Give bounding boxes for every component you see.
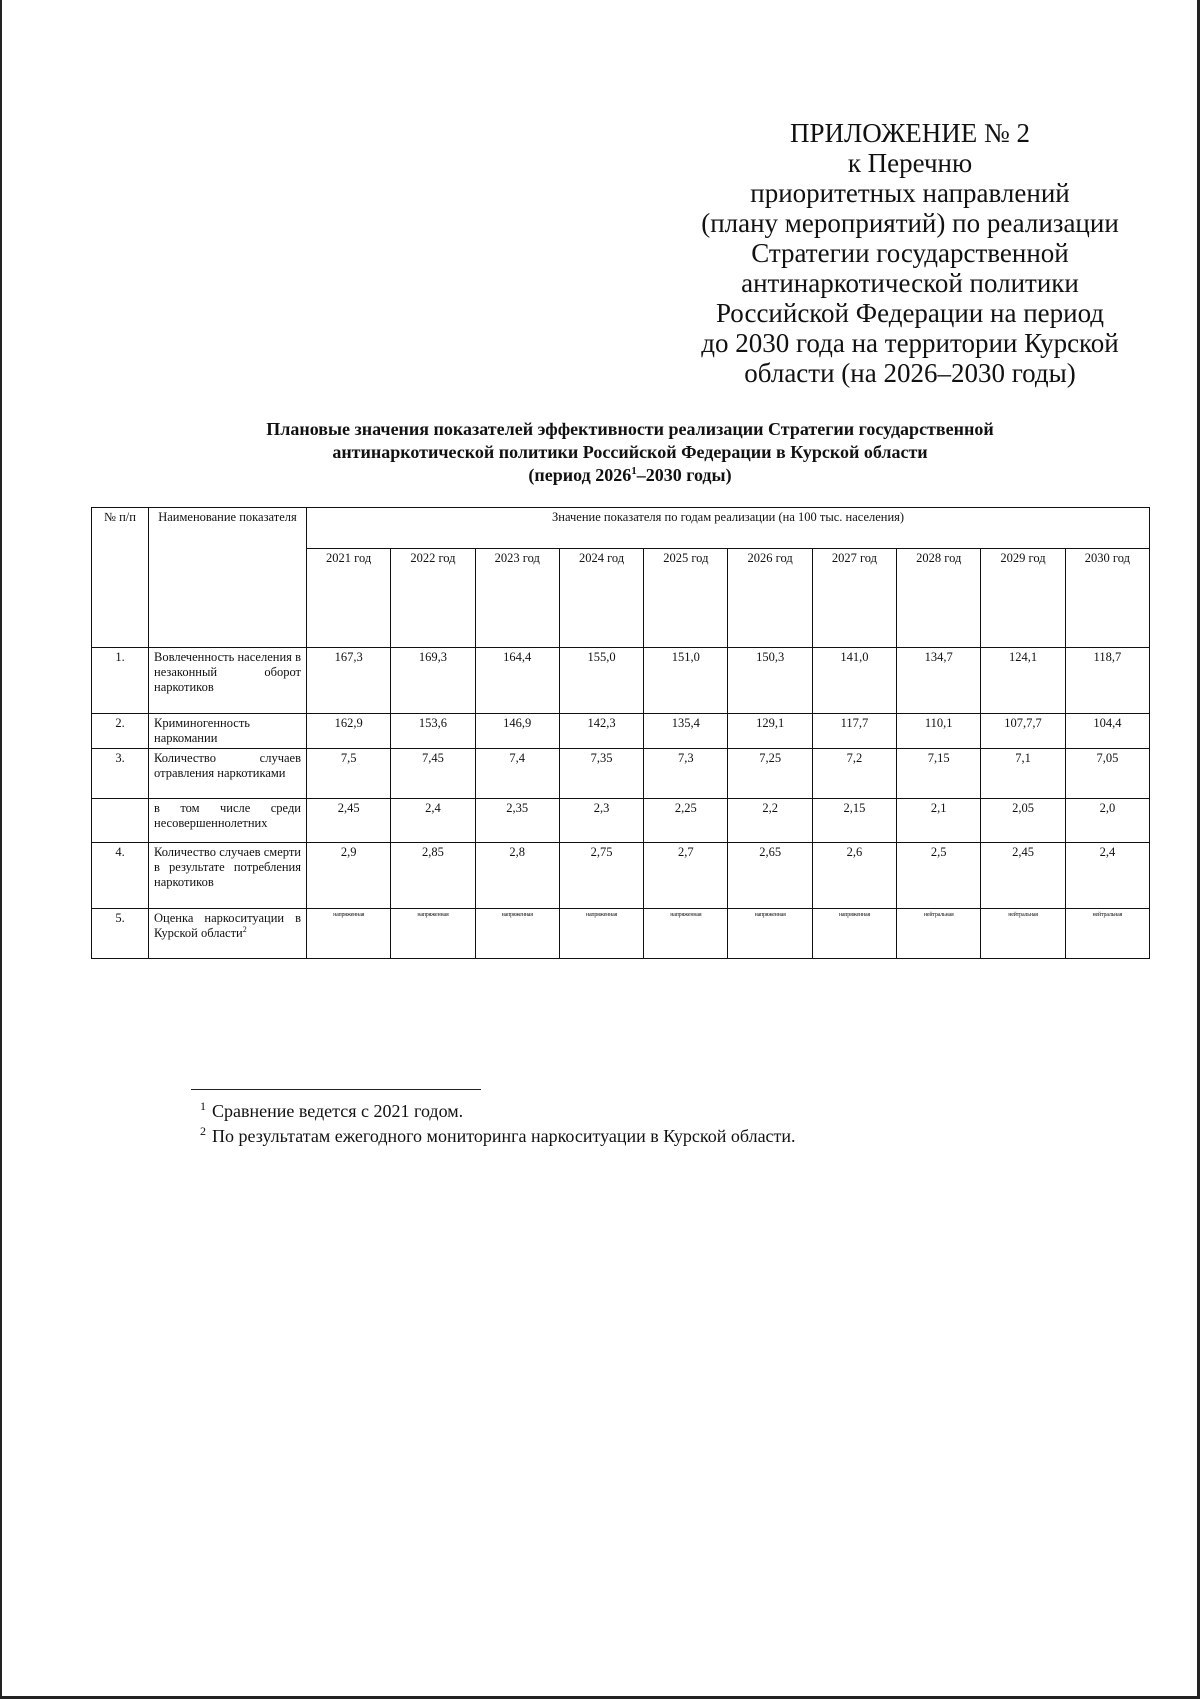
value-cell: 7,35 bbox=[559, 749, 643, 799]
value-cell: 164,4 bbox=[475, 648, 559, 714]
header-year: 2021 год bbox=[307, 549, 391, 648]
footnote-mark: 2 bbox=[200, 1124, 206, 1138]
value-cell: 104,4 bbox=[1065, 714, 1149, 749]
value-cell: 135,4 bbox=[644, 714, 728, 749]
title-line-3 bbox=[130, 464, 1130, 487]
header-year: 2023 год bbox=[475, 549, 559, 648]
value-cell: 2,85 bbox=[391, 843, 475, 909]
value-cell: 142,3 bbox=[559, 714, 643, 749]
row-number: 2. bbox=[92, 714, 149, 749]
row-number: 1. bbox=[92, 648, 149, 714]
title-line-1: Плановые значения показателей эффективности реализации Стратегии государственной bbox=[266, 419, 994, 439]
value-cell: 134,7 bbox=[897, 648, 981, 714]
value-cell: 2,75 bbox=[559, 843, 643, 909]
row-number bbox=[92, 799, 149, 843]
footnote-mark: 1 bbox=[200, 1099, 206, 1113]
value-cell: 150,3 bbox=[728, 648, 812, 714]
value-cell: 2,15 bbox=[812, 799, 896, 843]
indicator-name: Количество случаев смерти в результате потребления наркотиков bbox=[149, 843, 307, 909]
value-cell: 2,0 bbox=[1065, 799, 1149, 843]
indicator-name bbox=[149, 909, 307, 959]
appendix-line: (плану мероприятий) по реализации bbox=[701, 208, 1119, 238]
value-cell: 118,7 bbox=[1065, 648, 1149, 714]
value-cell: 2,8 bbox=[475, 843, 559, 909]
table-row bbox=[92, 909, 1150, 959]
value-cell: 146,9 bbox=[475, 714, 559, 749]
table-row bbox=[92, 749, 1150, 799]
value-cell: 124,1 bbox=[981, 648, 1065, 714]
header-year: 2022 год bbox=[391, 549, 475, 648]
value-cell: 2,9 bbox=[307, 843, 391, 909]
value-cell: 129,1 bbox=[728, 714, 812, 749]
appendix-line: до 2030 года на территории Курской bbox=[701, 328, 1119, 358]
appendix-header bbox=[640, 118, 1180, 388]
appendix-line: Стратегии государственной bbox=[751, 238, 1069, 268]
value-cell: 162,9 bbox=[307, 714, 391, 749]
indicator-name: Количество случаев отравления наркотиками bbox=[149, 749, 307, 799]
value-cell: нейтральная bbox=[1065, 909, 1149, 959]
header-year: 2030 год bbox=[1065, 549, 1149, 648]
row-number: 5. bbox=[92, 909, 149, 959]
value-cell: напряженная bbox=[728, 909, 812, 959]
header-values: Значение показателя по годам реализации (на 100 тыс. населения) bbox=[307, 508, 1150, 549]
value-cell: 167,3 bbox=[307, 648, 391, 714]
appendix-line: Российской Федерации на период bbox=[715, 298, 1105, 328]
appendix-line: области (на 2026–2030 годы) bbox=[744, 358, 1076, 388]
appendix-line: приоритетных направлений bbox=[750, 178, 1070, 208]
indicators-table bbox=[91, 507, 1150, 959]
indicator-name: Вовлеченность населения в незаконный оборот наркотиков bbox=[149, 648, 307, 714]
value-cell: 169,3 bbox=[391, 648, 475, 714]
value-cell: нейтральная bbox=[981, 909, 1065, 959]
value-cell: 7,1 bbox=[981, 749, 1065, 799]
table-row bbox=[92, 648, 1150, 714]
value-cell: напряженная bbox=[644, 909, 728, 959]
value-cell: 7,2 bbox=[812, 749, 896, 799]
value-cell: напряженная bbox=[475, 909, 559, 959]
header-year: 2029 год bbox=[981, 549, 1065, 648]
value-cell: 117,7 bbox=[812, 714, 896, 749]
value-cell: 153,6 bbox=[391, 714, 475, 749]
footnote-ref: 1 bbox=[631, 465, 637, 477]
appendix-line: ПРИЛОЖЕНИЕ № 2 bbox=[789, 118, 1031, 148]
footnotes bbox=[200, 1099, 796, 1149]
footnote-item bbox=[200, 1124, 796, 1149]
value-cell: 7,45 bbox=[391, 749, 475, 799]
value-cell: 7,25 bbox=[728, 749, 812, 799]
value-cell: 2,6 bbox=[812, 843, 896, 909]
header-year: 2028 год bbox=[897, 549, 981, 648]
value-cell: 2,5 bbox=[897, 843, 981, 909]
header-number: № п/п bbox=[92, 508, 149, 648]
value-cell: напряженная bbox=[307, 909, 391, 959]
value-cell: нейтральная bbox=[897, 909, 981, 959]
table-row bbox=[92, 799, 1150, 843]
value-cell: 2,45 bbox=[981, 843, 1065, 909]
value-cell: 2,2 bbox=[728, 799, 812, 843]
footnote-separator bbox=[191, 1089, 481, 1090]
value-cell: 2,65 bbox=[728, 843, 812, 909]
value-cell: 2,25 bbox=[644, 799, 728, 843]
value-cell: 107,7,7 bbox=[981, 714, 1065, 749]
value-cell: 2,05 bbox=[981, 799, 1065, 843]
header-year: 2027 год bbox=[812, 549, 896, 648]
appendix-line: к Перечню bbox=[847, 148, 973, 178]
title-period-start: (период 2026 bbox=[528, 465, 632, 485]
indicator-name: в том числе среди несовершеннолетних bbox=[149, 799, 307, 843]
table-row bbox=[92, 714, 1150, 749]
value-cell: 2,7 bbox=[644, 843, 728, 909]
value-cell: 110,1 bbox=[897, 714, 981, 749]
value-cell: напряженная bbox=[391, 909, 475, 959]
value-cell: 155,0 bbox=[559, 648, 643, 714]
footnote-text: По результатам ежегодного мониторинга наркоситуации в Курской области. bbox=[212, 1126, 796, 1146]
footnote-text: Сравнение ведется с 2021 годом. bbox=[212, 1101, 464, 1121]
value-cell: 151,0 bbox=[644, 648, 728, 714]
appendix-line: антинаркотической политики bbox=[741, 268, 1079, 298]
indicator-name: Криминогенность наркомании bbox=[149, 714, 307, 749]
table-header-row bbox=[92, 508, 1150, 549]
value-cell: 2,35 bbox=[475, 799, 559, 843]
footnote-ref: 2 bbox=[242, 925, 247, 934]
scan-border-left bbox=[0, 0, 2, 1699]
value-cell: 7,3 bbox=[644, 749, 728, 799]
value-cell: 2,45 bbox=[307, 799, 391, 843]
title-line-2: антинаркотической политики Российской Федерации в Курской области bbox=[332, 442, 928, 462]
header-indicator-name: Наименование показателя bbox=[149, 508, 307, 648]
table-row bbox=[92, 843, 1150, 909]
footnote-item bbox=[200, 1099, 796, 1124]
value-cell: 2,4 bbox=[1065, 843, 1149, 909]
value-cell: 7,15 bbox=[897, 749, 981, 799]
title-period-end: –2030 годы) bbox=[636, 465, 732, 485]
indicator-name-text: Оценка наркоситуации в Курской области bbox=[154, 911, 301, 940]
value-cell: напряженная bbox=[812, 909, 896, 959]
header-year: 2026 год bbox=[728, 549, 812, 648]
header-year: 2025 год bbox=[644, 549, 728, 648]
value-cell: 7,5 bbox=[307, 749, 391, 799]
value-cell: 2,4 bbox=[391, 799, 475, 843]
value-cell: 141,0 bbox=[812, 648, 896, 714]
document-title bbox=[130, 418, 1130, 487]
value-cell: 2,1 bbox=[897, 799, 981, 843]
value-cell: напряженная bbox=[559, 909, 643, 959]
value-cell: 7,4 bbox=[475, 749, 559, 799]
row-number: 3. bbox=[92, 749, 149, 799]
row-number: 4. bbox=[92, 843, 149, 909]
header-year: 2024 год bbox=[559, 549, 643, 648]
value-cell: 2,3 bbox=[559, 799, 643, 843]
value-cell: 7,05 bbox=[1065, 749, 1149, 799]
